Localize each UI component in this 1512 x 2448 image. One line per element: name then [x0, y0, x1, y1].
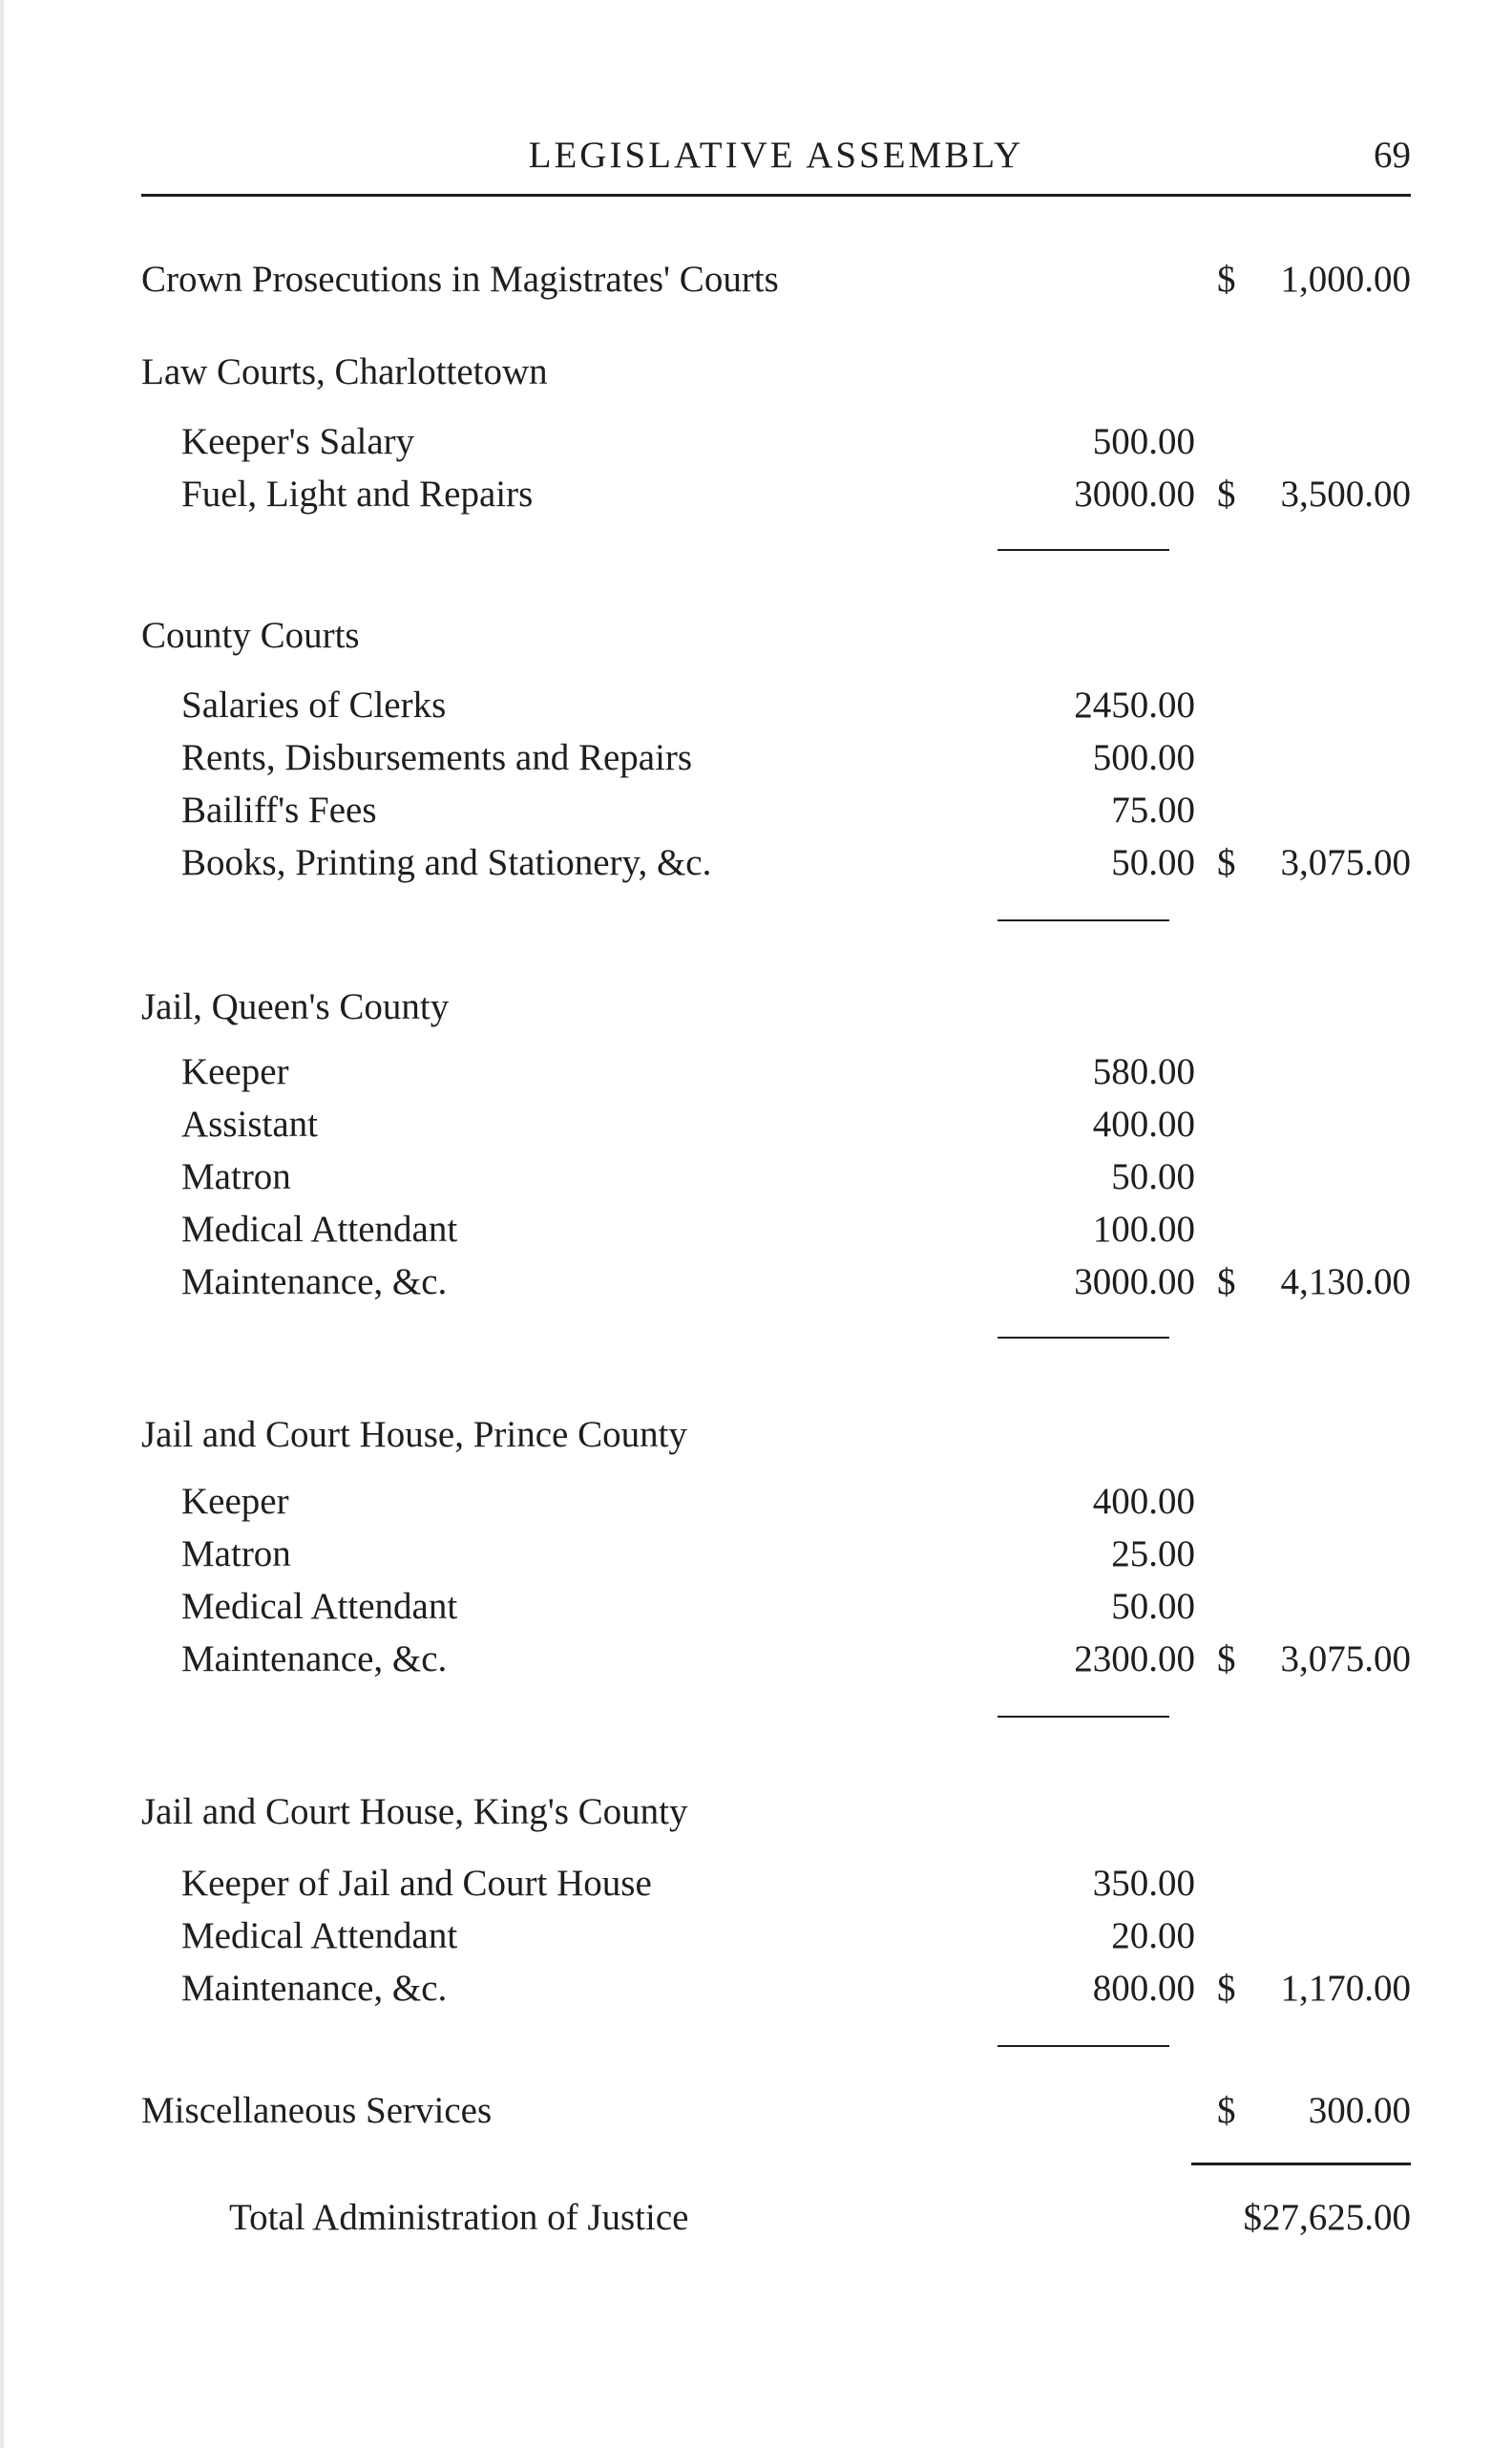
item-amount: 20.00: [1111, 1915, 1195, 1956]
dollar-sign: $: [1217, 259, 1236, 300]
section-title: Crown Prosecutions in Magistrates' Courts: [141, 259, 779, 300]
item-amount: 3000.00: [1074, 474, 1195, 515]
item-label: Matron: [181, 1156, 291, 1197]
dollar-sign: $: [1217, 2090, 1236, 2131]
page-header: [141, 134, 1411, 181]
item-label: Salaries of Clerks: [181, 685, 447, 726]
line-item: [0, 1914, 1512, 1962]
header-rule: [141, 194, 1411, 197]
item-amount: 3000.00: [1074, 1261, 1195, 1302]
section-total: 3,075.00: [1280, 842, 1411, 883]
line-item: [0, 1050, 1512, 1098]
line-item: [0, 1585, 1512, 1633]
item-amount: 75.00: [1111, 790, 1195, 831]
item-amount: 50.00: [1111, 842, 1195, 883]
grand-total-row: [0, 2196, 1512, 2244]
subtotal-rule: [998, 2045, 1169, 2047]
dollar-sign: $: [1217, 1968, 1236, 2009]
grand-total-amount: $27,625.00: [1243, 2197, 1411, 2238]
section-title: Jail and Court House, King's County: [141, 1791, 688, 1832]
line-item: [0, 1637, 1512, 1685]
line-item: [0, 1862, 1512, 1910]
item-label: Keeper of Jail and Court House: [181, 1863, 652, 1904]
line-item: [0, 1103, 1512, 1150]
dollar-sign: $: [1217, 1261, 1236, 1302]
line-item: [0, 1532, 1512, 1580]
section-total: 300.00: [1308, 2090, 1411, 2131]
item-amount: 100.00: [1092, 1209, 1195, 1250]
item-amount: 580.00: [1092, 1051, 1195, 1092]
section-total: 3,075.00: [1280, 1638, 1411, 1679]
section-title: Law Courts, Charlottetown: [141, 351, 548, 392]
section-title: Miscellaneous Services: [141, 2090, 493, 2131]
item-label: Maintenance, &c.: [181, 1261, 448, 1302]
item-label: Bailiff's Fees: [181, 790, 377, 831]
section-total: 1,170.00: [1280, 1968, 1411, 2009]
item-amount: 50.00: [1111, 1156, 1195, 1197]
item-label: Medical Attendant: [181, 1915, 458, 1956]
item-label: Fuel, Light and Repairs: [181, 474, 534, 515]
section-heading: [0, 614, 1512, 662]
section-total: 3,500.00: [1280, 474, 1411, 515]
subtotal-rule: [998, 919, 1169, 921]
item-amount: 500.00: [1092, 737, 1195, 778]
section-heading: [0, 985, 1512, 1033]
item-label: Keeper: [181, 1481, 289, 1522]
line-item: [0, 1260, 1512, 1308]
running-head: LEGISLATIVE ASSEMBLY: [528, 135, 1024, 176]
line-item: [0, 1967, 1512, 2015]
line-item: [0, 684, 1512, 731]
section-row: [0, 258, 1512, 306]
item-amount: 2450.00: [1074, 685, 1195, 726]
section-title: Jail, Queen's County: [141, 986, 450, 1027]
dollar-sign: $: [1217, 842, 1236, 883]
subtotal-rule: [998, 549, 1169, 551]
item-label: Assistant: [181, 1104, 319, 1145]
section-heading: [0, 1413, 1512, 1461]
line-item: [0, 736, 1512, 784]
line-item: [0, 1480, 1512, 1528]
section-total: 4,130.00: [1280, 1261, 1411, 1302]
item-amount: 500.00: [1092, 421, 1195, 462]
page-number: 69: [1374, 135, 1411, 176]
item-amount: 400.00: [1092, 1481, 1195, 1522]
item-amount: 400.00: [1092, 1104, 1195, 1145]
item-label: Rents, Disbursements and Repairs: [181, 737, 693, 778]
item-label: Maintenance, &c.: [181, 1638, 448, 1679]
item-label: Maintenance, &c.: [181, 1968, 448, 2009]
section-title: County Courts: [141, 615, 360, 656]
item-label: Books, Printing and Stationery, &c.: [181, 842, 712, 883]
item-amount: 800.00: [1092, 1968, 1195, 2009]
grand-total-label: Total Administration of Justice: [229, 2197, 689, 2238]
section-heading: [0, 1790, 1512, 1838]
section-total: 1,000.00: [1280, 259, 1411, 300]
dollar-sign: $: [1217, 1638, 1236, 1679]
dollar-sign: $: [1217, 474, 1236, 515]
section-heading: [0, 350, 1512, 398]
item-label: Medical Attendant: [181, 1586, 458, 1627]
section-row: [0, 2089, 1512, 2137]
item-amount: 25.00: [1111, 1533, 1195, 1574]
total-rule: [1191, 2163, 1411, 2165]
subtotal-rule: [998, 1716, 1169, 1718]
line-item: [0, 1155, 1512, 1203]
line-item: [0, 420, 1512, 468]
line-item: [0, 473, 1512, 520]
item-label: Keeper's Salary: [181, 421, 415, 462]
item-label: Medical Attendant: [181, 1209, 458, 1250]
item-label: Matron: [181, 1533, 291, 1574]
line-item: [0, 841, 1512, 889]
item-amount: 350.00: [1092, 1863, 1195, 1904]
item-amount: 2300.00: [1074, 1638, 1195, 1679]
line-item: [0, 1208, 1512, 1256]
item-label: Keeper: [181, 1051, 289, 1092]
item-amount: 50.00: [1111, 1586, 1195, 1627]
subtotal-rule: [998, 1337, 1169, 1339]
line-item: [0, 789, 1512, 836]
section-title: Jail and Court House, Prince County: [141, 1414, 687, 1455]
